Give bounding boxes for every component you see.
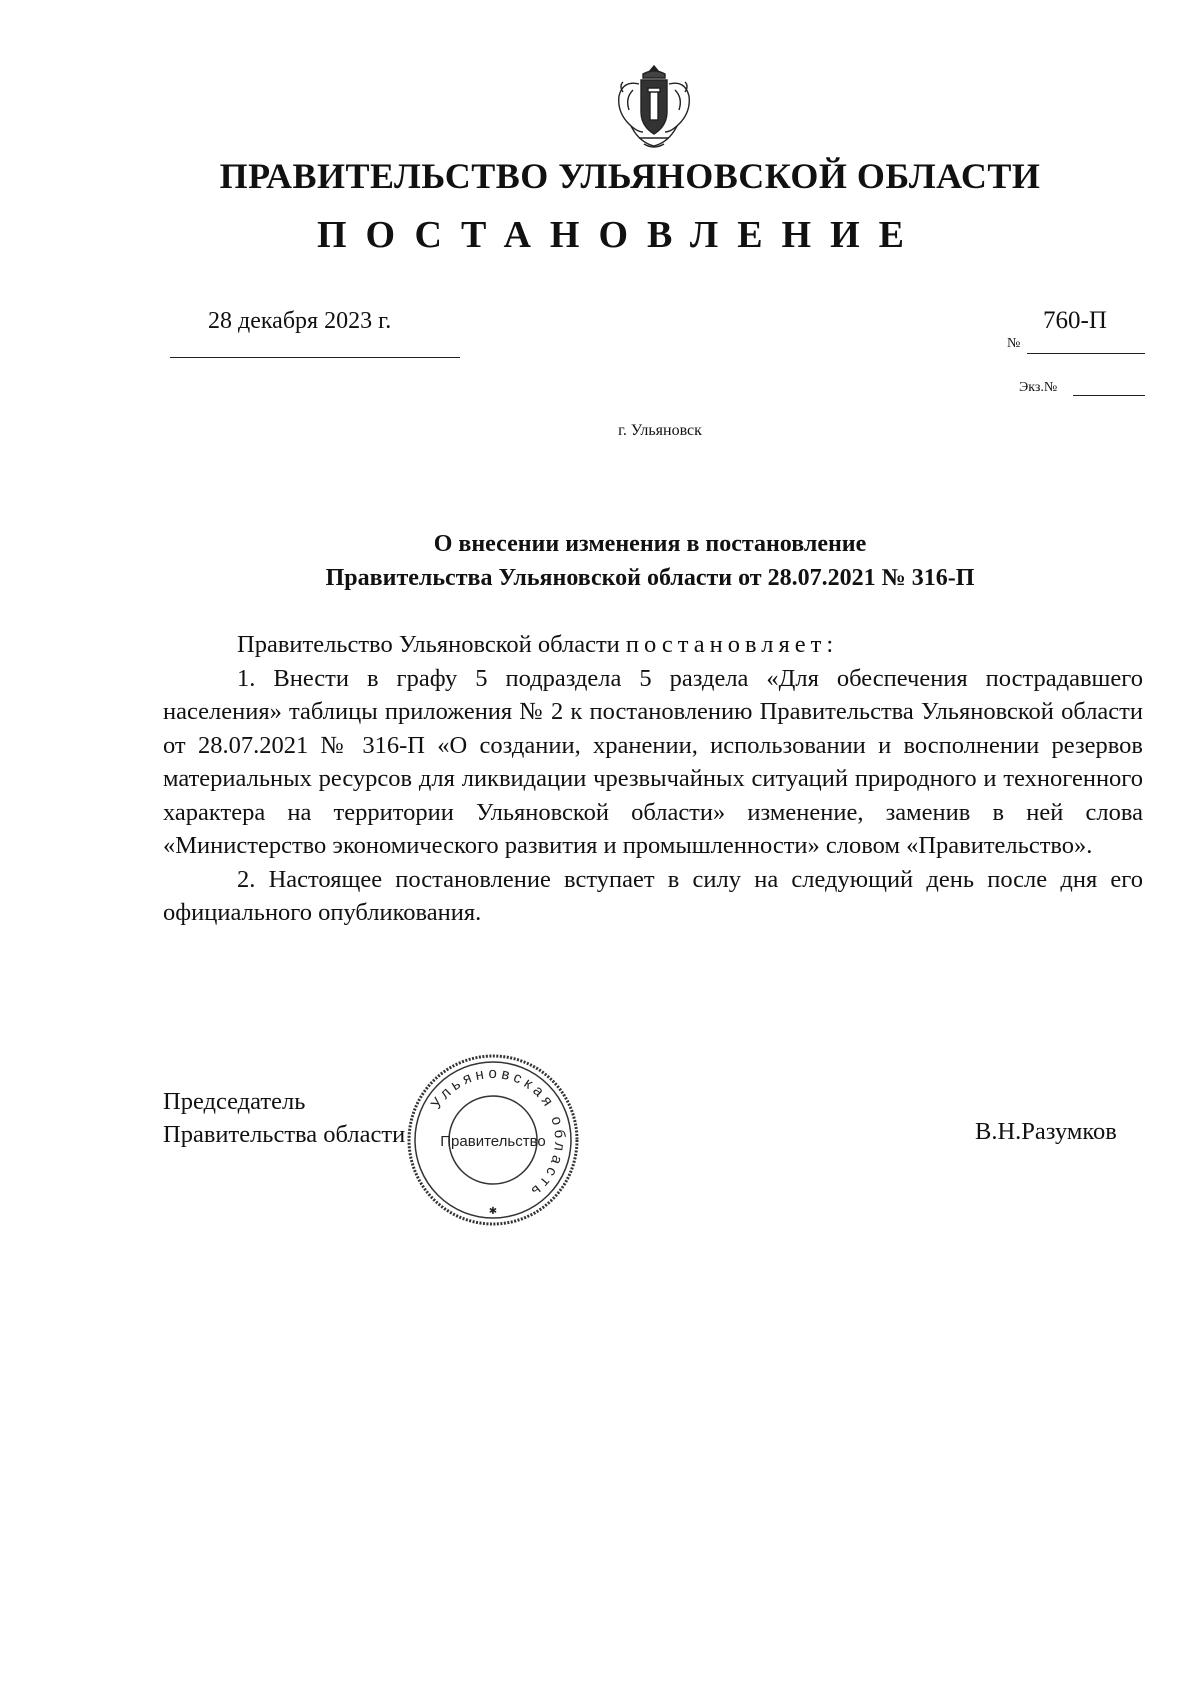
official-stamp [403,1050,583,1230]
stamp-star-icon: ✱ [488,1206,498,1217]
paragraph-item-1: 1. Внести в графу 5 подраздела 5 раздела «Для обеспечения пострадавшего населения» таблицы приложения № 2 к постановлению Правительства Ульяновской области от 28.07.2021 № 316-П «О создании, хранении, использовании и восполнении резервов материальных ресурсов для ликвидации чрезвычайных ситуаций природного и техногенного характера на территории Ульяновской области» изменение, заменив в ней слова «Министерство экономического развития и промышленности» словом «Правительство». [163,664,1143,859]
government-title: ПРАВИТЕЛЬСТВО УЛЬЯНОВСКОЙ ОБЛАСТИ [219,156,1041,196]
document-date: 28 декабря 2023 г. [208,308,392,334]
date-underline [170,357,460,358]
city: г. Ульяновск [618,422,702,439]
stamp-center-text: Правительство [440,1133,546,1150]
signer-name: В.Н.Разумков [975,1118,1117,1145]
signer-title-line-2: Правительства области [163,1121,406,1148]
document-number-label: № [1007,336,1021,351]
paragraph-item-2: 2. Настоящее постановление вступает в силу на следующий день после дня его официального опубликования. [163,865,1143,926]
subject-line-1: О внесении изменения в постановление [433,531,867,557]
stamp-ring-text: Ульяновская область [427,1064,569,1202]
document-number: 760-П [1043,307,1107,334]
intro-paragraph [163,628,1143,662]
document-number-underline [1027,353,1145,354]
signer-title-line-1: Председатель [163,1088,306,1115]
document-body [163,628,1143,930]
copy-number-underline [1073,395,1145,396]
intro-prefix: Правительство Ульяновской области [237,631,620,658]
document-subject [50,527,1200,595]
coat-of-arms-icon [609,62,699,152]
copy-number-label: Экз.№ [1019,380,1058,395]
subject-line-2: Правительства Ульяновской области от 28.07.2021 № 316-П [325,565,975,591]
document-type: ПОСТАНОВЛЕНИЕ [316,214,924,256]
signer-title [163,1085,405,1151]
intro-verb: постановляет: [625,631,839,658]
